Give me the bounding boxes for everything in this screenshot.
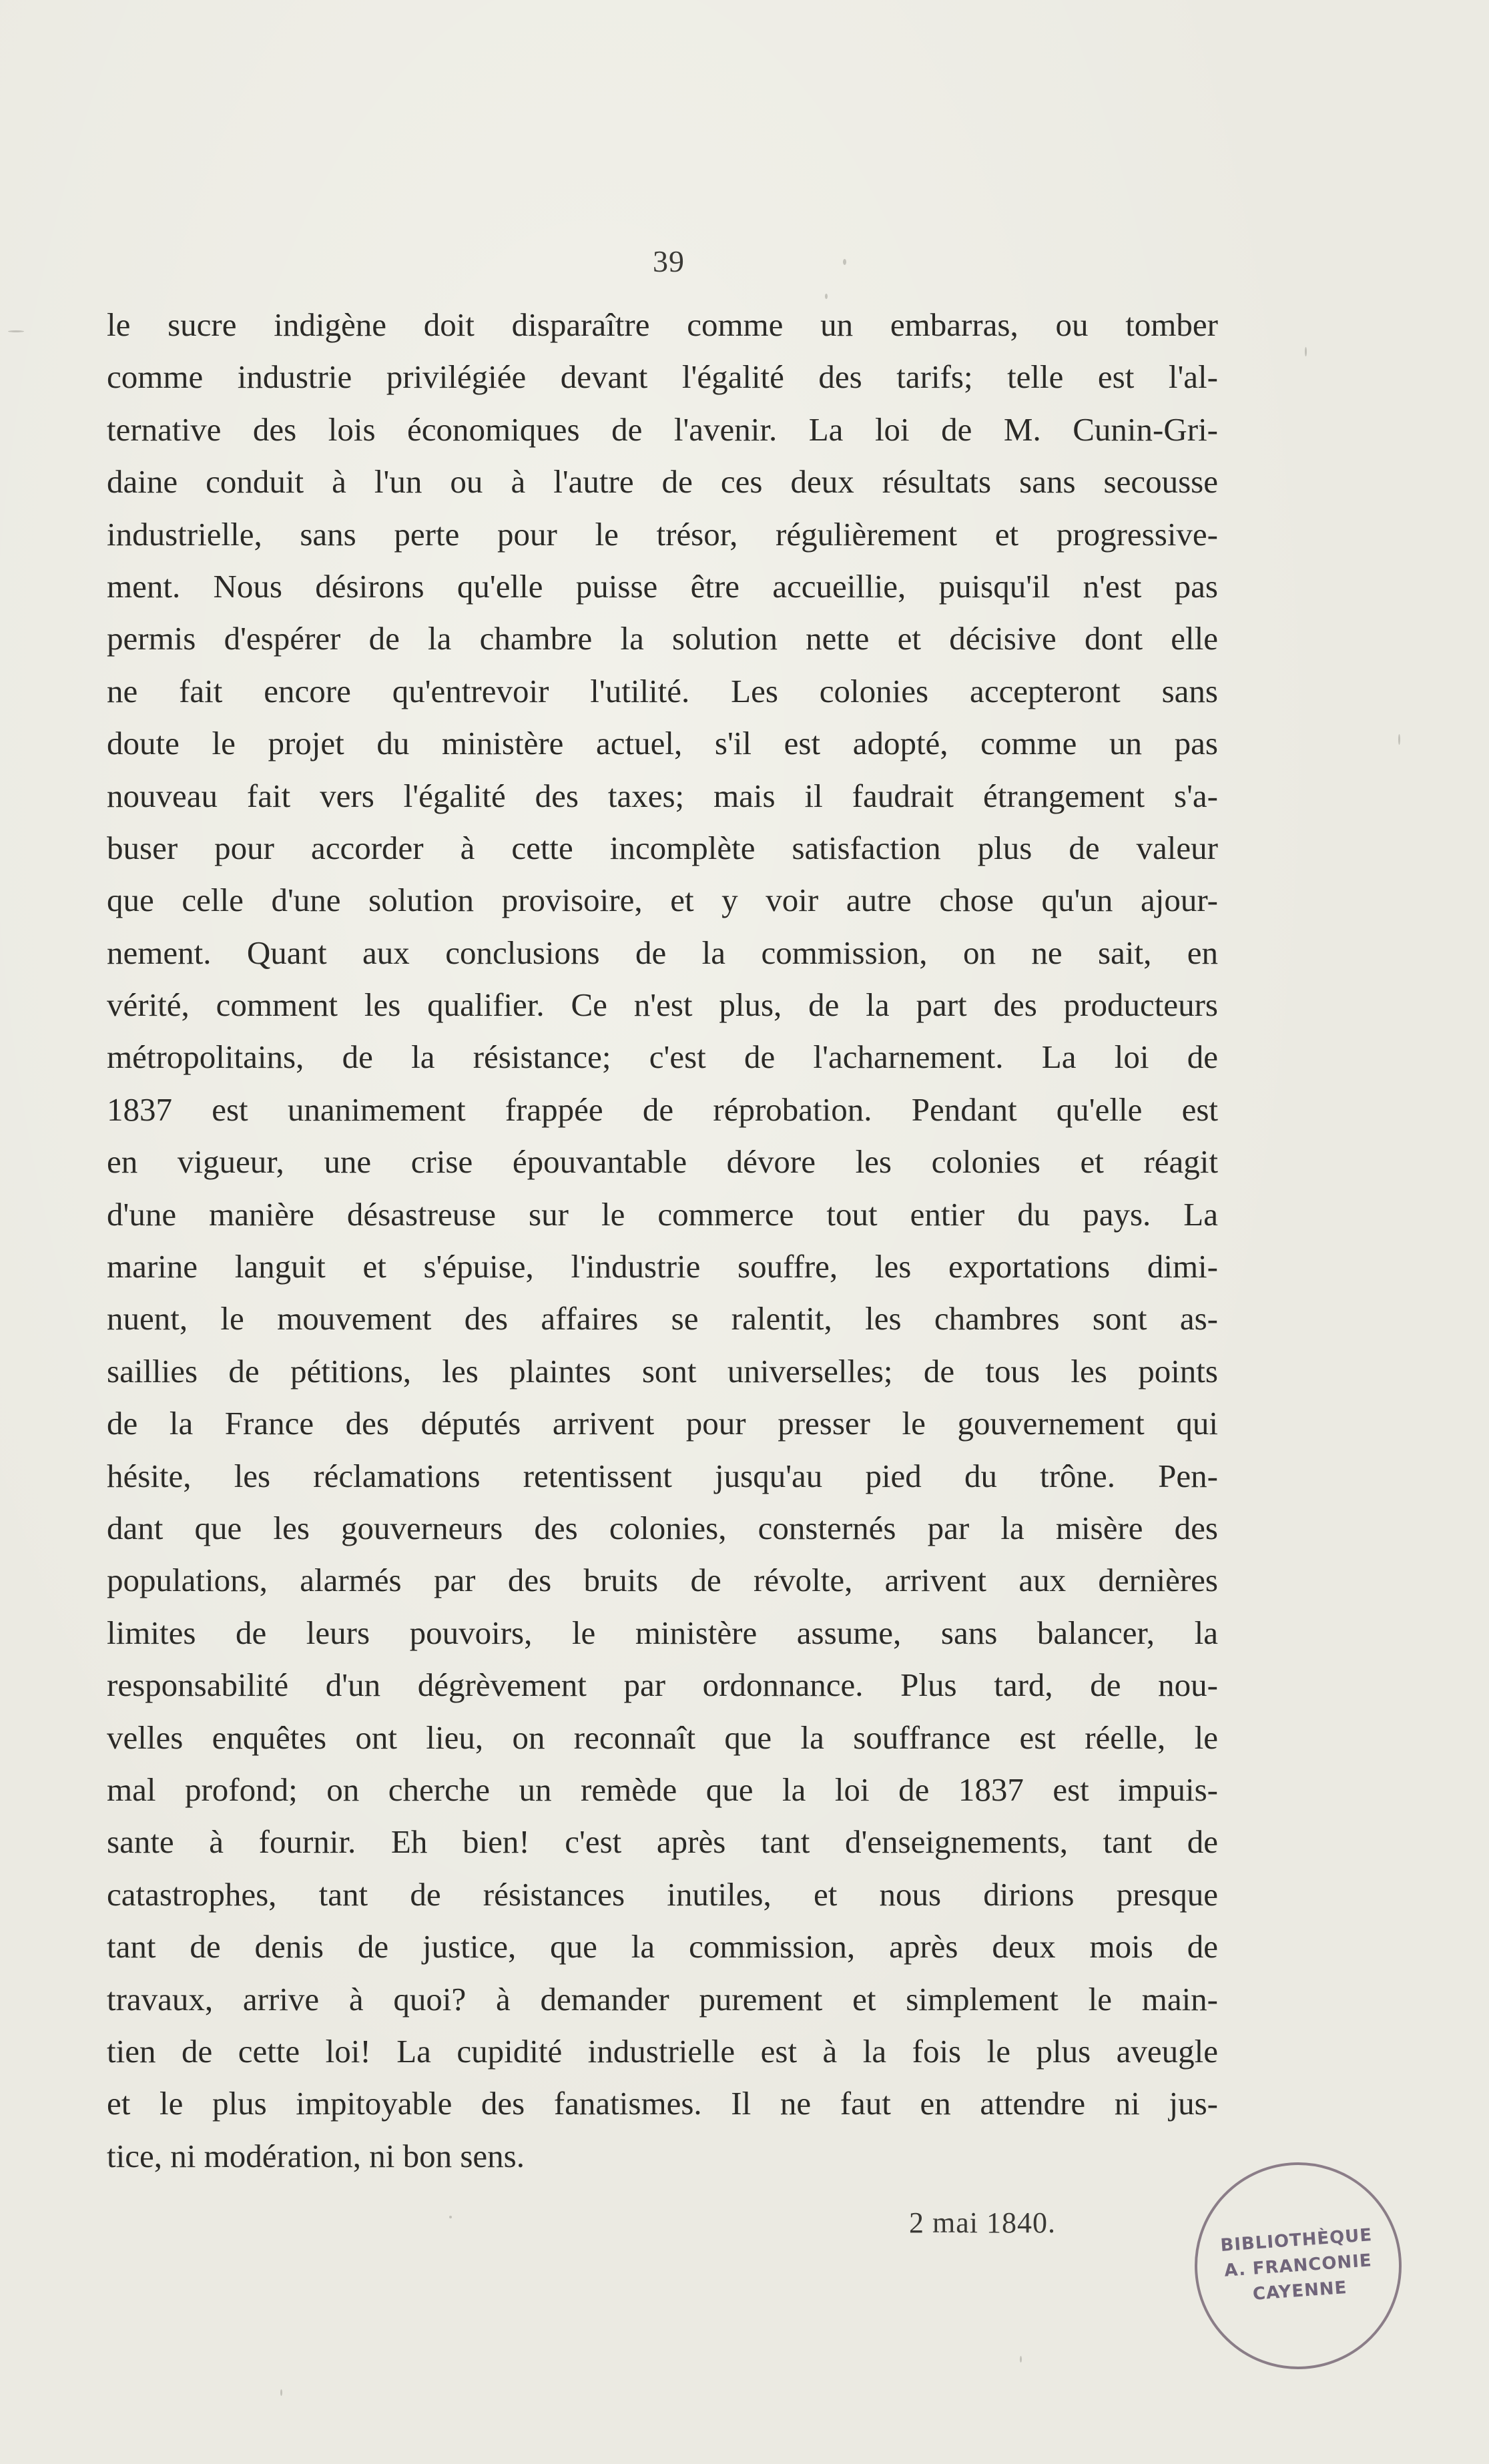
text-line: nuent, le mouvement des affaires se ralentit, les chambres sont as- <box>107 1300 1218 1337</box>
text-line: limites de leurs pouvoirs, le ministère assume, sans balancer, la <box>107 1614 1218 1651</box>
text-line: sante à fournir. Eh bien! c'est après tant d'enseignements, tant de <box>107 1823 1218 1861</box>
text-line: hésite, les réclamations retentissent jusqu'au pied du trône. Pen- <box>107 1457 1218 1494</box>
text-line-final: tice, ni modération, ni bon sens. <box>107 2137 525 2174</box>
paper-speck <box>280 2389 282 2396</box>
text-line: mal profond; on cherche un remède que la loi de 1837 est impuis- <box>107 1771 1218 1808</box>
stamp-line: A. FRANCONIE <box>1223 2250 1373 2281</box>
paper-speck <box>825 294 828 299</box>
paper-speck <box>8 330 24 332</box>
dateline: 2 mai 1840. <box>909 2206 1056 2239</box>
text-line: nement. Quant aux conclusions de la commission, on ne sait, en <box>107 934 1218 971</box>
paper-speck <box>449 2216 452 2218</box>
text-line: dant que les gouverneurs des colonies, consternés par la misère des <box>107 1509 1218 1546</box>
text-line: catastrophes, tant de résistances inutiles, et nous dirions presque <box>107 1875 1218 1913</box>
body-text <box>107 299 1218 2182</box>
text-line: doute le projet du ministère actuel, s'il est adopté, comme un pas <box>107 725 1218 762</box>
library-stamp <box>1188 2156 1409 2377</box>
text-line: vérité, comment les qualifier. Ce n'est plus, de la part des producteurs <box>107 986 1218 1024</box>
text-line: en vigueur, une crise épouvantable dévore les colonies et réagit <box>107 1143 1218 1181</box>
text-line: responsabilité d'un dégrèvement par ordonnance. Plus tard, de nou- <box>107 1666 1218 1704</box>
text-line: buser pour accorder à cette incomplète satisfaction plus de valeur <box>107 829 1218 866</box>
paper-speck <box>1398 734 1400 745</box>
text-line: populations, alarmés par des bruits de révolte, arrivent aux dernières <box>107 1562 1218 1599</box>
text-line: industrielle, sans perte pour le trésor, régulièrement et progressive- <box>107 515 1218 553</box>
text-line: métropolitains, de la résistance; c'est de l'acharnement. La loi de <box>107 1038 1218 1076</box>
page-number: 39 <box>653 244 685 278</box>
text-line: et le plus impitoyable des fanatismes. Il ne faut en attendre ni jus- <box>107 2085 1218 2122</box>
text-line: d'une manière désastreuse sur le commerce tout entier du pays. La <box>107 1195 1218 1233</box>
paper-speck <box>1305 347 1307 356</box>
text-line: marine languit et s'épuise, l'industrie souffre, les exportations dimi- <box>107 1248 1218 1285</box>
text-line: ment. Nous désirons qu'elle puisse être accueillie, puisqu'il n'est pas <box>107 567 1218 605</box>
text-line: tant de denis de justice, que la commission, après deux mois de <box>107 1928 1218 1965</box>
text-line: nouveau fait vers l'égalité des taxes; mais il faudrait étrangement s'a- <box>107 777 1218 814</box>
text-line: que celle d'une solution provisoire, et y voir autre chose qu'un ajour- <box>107 882 1218 919</box>
text-line: ternative des lois économiques de l'avenir. La loi de M. Cunin-Gri- <box>107 410 1218 448</box>
text-line: travaux, arrive à quoi? à demander purement et simplement le main- <box>107 1980 1218 2018</box>
text-line: ne fait encore qu'entrevoir l'utilité. Les colonies accepteront sans <box>107 672 1218 709</box>
paper-speck <box>1020 2356 1022 2363</box>
stamp-line: BIBLIOTHÈQUE <box>1219 2225 1374 2256</box>
text-line: saillies de pétitions, les plaintes sont universelles; de tous les points <box>107 1352 1218 1390</box>
text-line: le sucre indigène doit disparaître comme un embarras, ou tomber <box>107 306 1218 343</box>
stamp-line: CAYENNE <box>1251 2278 1348 2304</box>
text-line: comme industrie privilégiée devant l'égalité des tarifs; telle est l'al- <box>107 358 1218 396</box>
paper-speck <box>843 259 846 265</box>
text-line: permis d'espérer de la chambre la solution nette et décisive dont elle <box>107 620 1218 657</box>
text-line: daine conduit à l'un ou à l'autre de ces deux résultats sans secousse <box>107 463 1218 501</box>
text-line: tien de cette loi! La cupidité industrielle est à la fois le plus aveugle <box>107 2032 1218 2070</box>
text-line: velles enquêtes ont lieu, on reconnaît que la souffrance est réelle, le <box>107 1719 1218 1756</box>
text-line: 1837 est unanimement frappée de réprobation. Pendant qu'elle est <box>107 1091 1218 1128</box>
text-line: de la France des députés arrivent pour presser le gouvernement qui <box>107 1405 1218 1442</box>
